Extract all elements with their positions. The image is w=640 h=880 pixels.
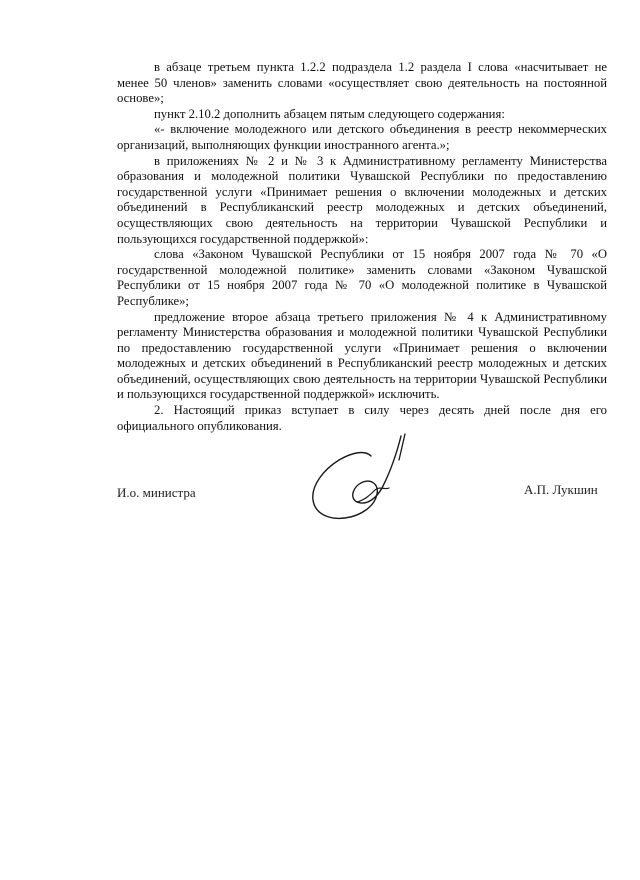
paragraph-slova-zakonom: слова «Законом Чувашской Республики от 15 ноября 2007 года № 70 «О государственной молодежной политике» заменить словами «Законом Чувашской Республики от 15 ноября 2007 года № 70 «О молодежной политике в Чувашской Республике»;: [117, 247, 607, 308]
handwritten-signature: [305, 430, 425, 540]
signer-position: И.о. министра: [117, 485, 196, 500]
signer-name: А.П. Лукшин: [524, 482, 598, 497]
signature-block: [0, 430, 640, 540]
paragraph-punkt-2-10-2: пункт 2.10.2 дополнить абзацем пятым следующего содержания:: [154, 106, 505, 121]
document-body: [117, 60, 607, 434]
paragraph-predlozhenie-vtoroe: предложение второе абзаца третьего приложения № 4 к Административному регламенту Министерства образования и молодежной политики Чувашской Республики по предоставлению государственной услуги «Принимает решения о включении молодежных и детских объединений в Республиканский реестр молодежных и детских объединений, осуществляющих свою деятельность на территории Чувашской Республики и пользующихся государственной поддержкой» исключить.: [117, 309, 607, 402]
paragraph-prilozheniya-2-3: в приложениях № 2 и № 3 к Административному регламенту Министерства образования и молодежной политики Чувашской Республики по предоставлению государственной услуги «Принимает решения о включении молодежных и детских объединений в Республиканский реестр молодежных и детских объединений, осуществляющих свою деятельность на территории Чувашской Республики и пользующихся государственной поддержкой»:: [117, 153, 607, 246]
paragraph-vklyuchenie-reestr: «- включение молодежного или детского объединения в реестр некоммерческих организаций, выполняющих функции иностранного агента.»;: [117, 122, 607, 152]
paragraph-vstupaet-v-silu: 2. Настоящий приказ вступает в силу через десять дней после дня его официального опубликования.: [117, 403, 607, 433]
paragraph-abzac-tretiy: в абзаце третьем пункта 1.2.2 подраздела 1.2 раздела I слова «насчитывает не менее 50 членов» заменить словами «осуществляет свою деятельность на постоянной основе»;: [117, 60, 607, 106]
